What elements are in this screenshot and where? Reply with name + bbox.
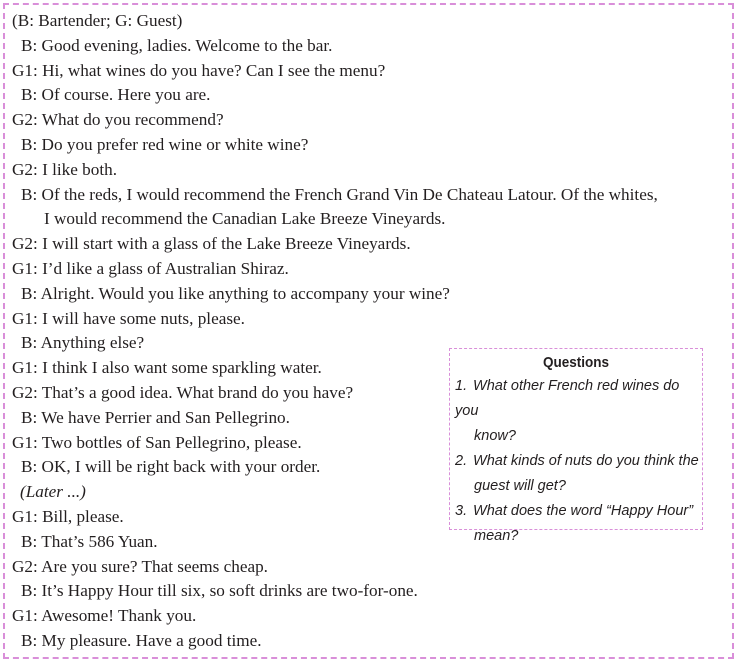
line-text: I like both. [37, 159, 118, 179]
line-text: We have Perrier and San Pellegrino. [37, 407, 290, 427]
speaker-label: B: [21, 407, 38, 427]
line-text: What do you recommend? [37, 110, 224, 130]
line-text: I think I also want some sparkling water. [37, 358, 322, 378]
dialogue-line [12, 307, 732, 332]
question-item [450, 499, 702, 549]
speaker-label: B: [21, 184, 38, 204]
question-text: What does the word “Happy Hour” [473, 503, 694, 519]
line-text: It’s Happy Hour till six, so soft drinks are two-for-one. [37, 581, 418, 601]
question-number: 3. [455, 503, 468, 519]
line-text: Bill, please. [37, 506, 124, 526]
question-item [450, 449, 702, 499]
dialogue-line [12, 108, 732, 133]
speaker-label: B: [21, 283, 38, 303]
question-text: What kinds of nuts do you think the [473, 453, 699, 469]
speaker-label: B: [21, 333, 38, 353]
line-text: Hi, what wines do you have? Can I see the menu? [37, 60, 386, 80]
dialogue-line [12, 629, 732, 654]
dialogue-line [12, 257, 732, 282]
speaker-label: B: [21, 85, 38, 105]
line-text: I will start with a glass of the Lake Breeze Vineyards. [37, 234, 411, 254]
dialogue-line [12, 59, 732, 84]
speaker-label: G2: [12, 234, 38, 254]
dialogue-line [12, 282, 732, 307]
speaker-label: G1: [12, 506, 38, 526]
dialogue-line [12, 232, 732, 257]
line-text: Of course. Here you are. [37, 85, 211, 105]
speaker-label: G1: [12, 358, 38, 378]
dialogue-line [12, 579, 732, 604]
line-text: I would recommend the Canadian Lake Breeze Vineyards. [44, 209, 446, 229]
speaker-label: G2: [12, 382, 38, 402]
dialogue-line [12, 133, 732, 158]
line-text: I’d like a glass of Australian Shiraz. [37, 258, 289, 278]
speaker-label: G2: [12, 110, 38, 130]
dialogue-line [12, 555, 732, 580]
dialogue-line [12, 83, 732, 108]
dialogue-line-continuation [12, 207, 732, 232]
line-text: OK, I will be right back with your order. [37, 457, 321, 477]
line-text: Anything else? [37, 333, 145, 353]
question-text-continued: mean? [474, 528, 519, 544]
line-text: Awesome! Thank you. [37, 606, 197, 626]
speaker-label: B: [21, 134, 38, 154]
question-text-continued: guest will get? [474, 478, 566, 494]
speaker-label: G2: [12, 556, 38, 576]
question-number: 2. [455, 453, 468, 469]
speaker-label: B: [21, 531, 38, 551]
line-text: Good evening, ladies. Welcome to the bar. [37, 35, 333, 55]
speaker-label: G1: [12, 60, 38, 80]
question-number: 1. [455, 378, 468, 394]
speaker-label: B: [21, 630, 38, 650]
speaker-label: B: [21, 581, 38, 601]
roles-legend: (B: Bartender; G: Guest) [12, 11, 183, 30]
line-text: Two bottles of San Pellegrino, please. [37, 432, 302, 452]
dialogue-line [12, 158, 732, 183]
speaker-label: G1: [12, 258, 38, 278]
question-text-continued: know? [474, 428, 516, 444]
question-text: What other French red wines do you [455, 378, 680, 419]
speaker-label: B: [21, 35, 38, 55]
line-text: Are you sure? That seems cheap. [37, 556, 268, 576]
speaker-label: G1: [12, 606, 38, 626]
question-item [450, 374, 702, 449]
line-text: (Later ...) [20, 482, 86, 502]
dialogue-line [12, 183, 732, 208]
dialogue-text [12, 9, 732, 654]
speaker-label: B: [21, 457, 38, 477]
line-text: Do you prefer red wine or white wine? [37, 134, 309, 154]
line-text: I will have some nuts, please. [37, 308, 245, 328]
speaker-label: G1: [12, 432, 38, 452]
line-text: Of the reds, I would recommend the French Grand Vin De Chateau Latour. Of the whites, [37, 184, 658, 204]
line-text: Alright. Would you like anything to accompany your wine? [37, 283, 450, 303]
line-text: That’s 586 Yuan. [37, 531, 158, 551]
line-text: That’s a good idea. What brand do you have? [37, 382, 354, 402]
speaker-label: G1: [12, 308, 38, 328]
questions-title: Questions [542, 354, 610, 371]
speaker-label: G2: [12, 159, 38, 179]
dialogue-line [12, 34, 732, 59]
line-text: My pleasure. Have a good time. [37, 630, 262, 650]
questions-box [449, 348, 703, 544]
dialogue-line [12, 604, 732, 629]
